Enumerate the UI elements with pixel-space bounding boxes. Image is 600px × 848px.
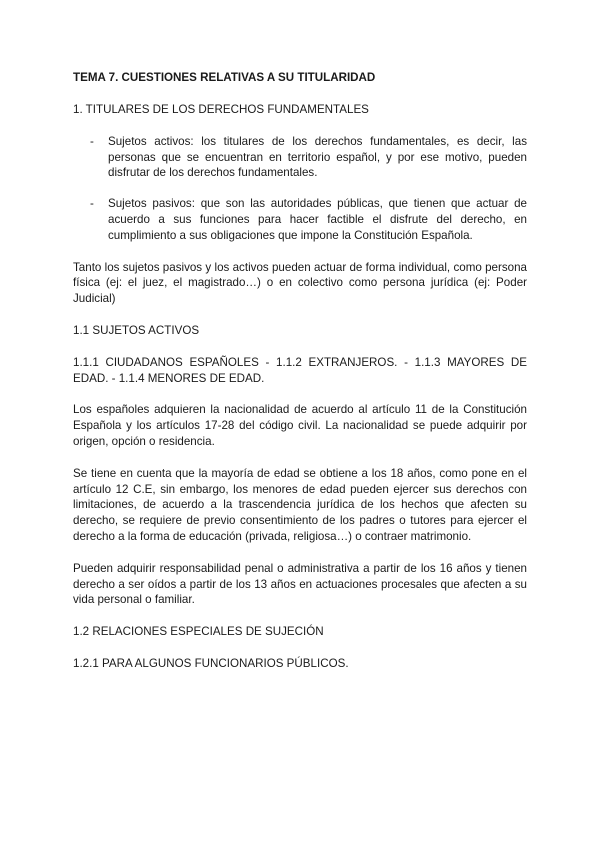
list-item	[73, 196, 527, 243]
bullet-marker: -	[90, 134, 94, 148]
section-1-heading: 1. TITULARES DE LOS DERECHOS FUNDAMENTALES	[73, 103, 369, 116]
section-1-1-heading: 1.1 SUJETOS ACTIVOS	[73, 323, 200, 337]
section-1-1-subheadings: 1.1.1 CIUDADANOS ESPAÑOLES - 1.1.2 EXTRANJEROS. - 1.1.3 MAYORES DE EDAD. - 1.1.4 MENORES DE EDAD.	[73, 355, 527, 385]
paragraph-individual-colectivo: Tanto los sujetos pasivos y los activos pueden actuar de forma individual, como persona física (ej: el juez, el magistrado…) o en colectivo como persona jurídica (ej: Poder Judicial)	[73, 260, 527, 306]
subjects-list	[73, 134, 527, 244]
bullet-marker: -	[90, 197, 94, 211]
document-title: TEMA 7. CUESTIONES RELATIVAS A SU TITULARIDAD	[73, 71, 376, 84]
paragraph-responsabilidad: Pueden adquirir responsabilidad penal o administrativa a partir de los 16 años y tienen derecho a ser oídos a partir de los 13 años en actuaciones procesales que afecten a su vida personal o familiar.	[73, 561, 527, 607]
document-page	[73, 70, 527, 688]
bullet-text: Sujetos pasivos: que son las autoridades públicas, que tienen que actuar de acuerdo a sus funciones para hacer factible el disfrute del derecho, en cumplimiento a sus obligaciones que impone la Constitución Española.	[108, 197, 527, 242]
bullet-text: Sujetos activos: los titulares de los derechos fundamentales, es decir, las personas que se encuentran en territorio español, y por ese motivo, pueden disfrutar de los derechos fundamentales.	[108, 134, 527, 180]
list-item	[73, 134, 527, 181]
paragraph-mayoria-edad: Se tiene en cuenta que la mayoría de edad se obtiene a los 18 años, como pone en el artículo 12 C.E, sin embargo, los menores de edad pueden ejercer sus derechos con limitaciones, de acuerdo a la trascendencia jurídica de los hechos que afecten su derecho, se requiere de previo consentimiento de los padres o tutores para ejercer el derecho a la forma de educación (privada, religiosa…) o contraer matrimonio.	[73, 466, 527, 543]
section-1-2-1-heading: 1.2.1 PARA ALGUNOS FUNCIONARIOS PÚBLICOS.	[73, 656, 349, 670]
section-1-2-heading: 1.2 RELACIONES ESPECIALES DE SUJECIÓN	[73, 625, 324, 639]
paragraph-nacionalidad: Los españoles adquieren la nacionalidad de acuerdo al artículo 11 de la Constitución Española y los artículos 17-28 del código civil. La nacionalidad se puede adquirir por origen, opción o residencia.	[73, 403, 527, 448]
